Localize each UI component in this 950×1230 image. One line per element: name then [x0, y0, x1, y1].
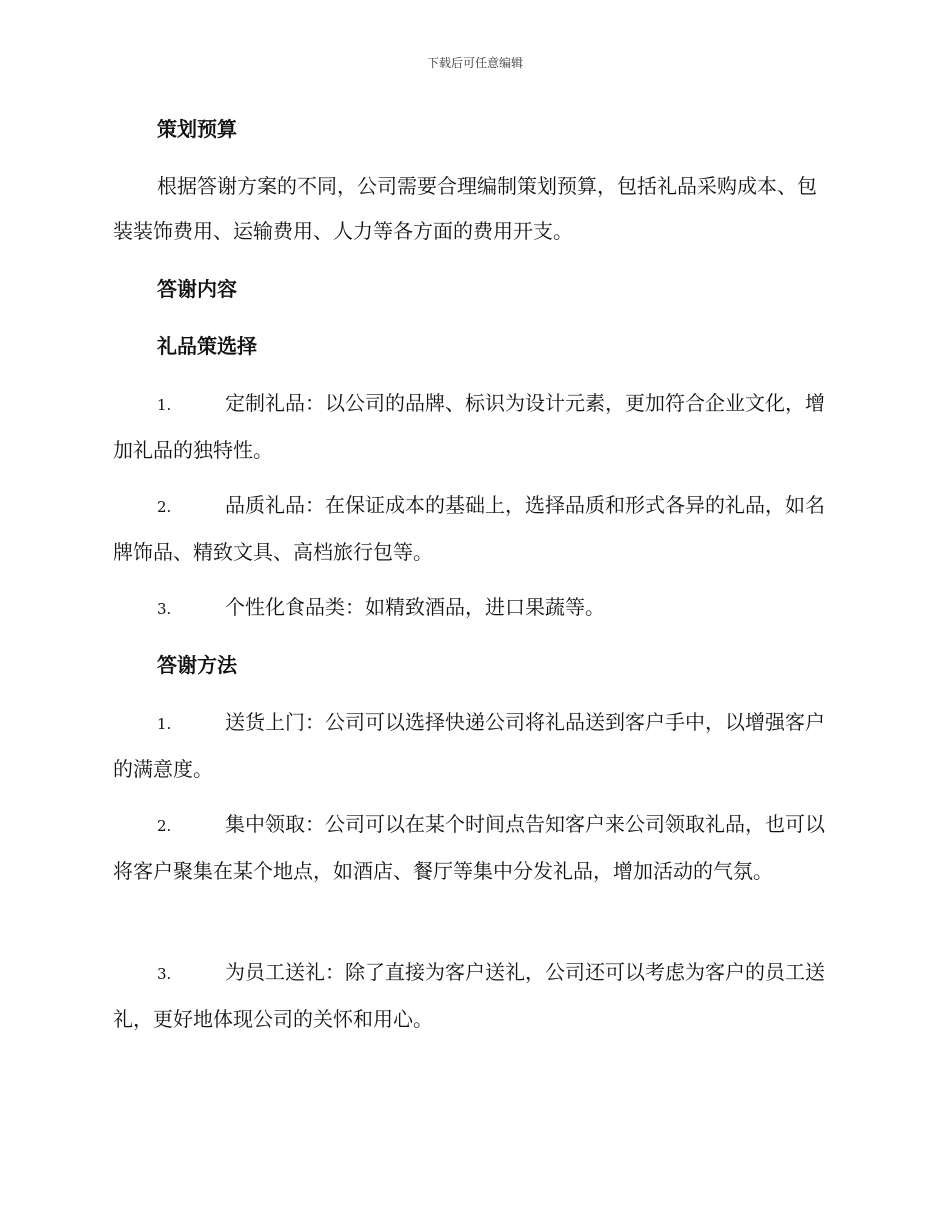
list-number: 2.: [157, 817, 172, 835]
gift-item-3: [113, 585, 835, 632]
content-heading: 答谢内容: [157, 277, 237, 301]
gift-item-text: 定制礼品：以公司的品牌、标识为设计元素，更加符合企业文化，增加礼品的独特性。: [113, 391, 825, 462]
gift-item-text: 个性化食品类：如精致酒品，进口果蔬等。: [225, 595, 605, 619]
list-number: 3.: [157, 965, 172, 983]
gift-item-1: [113, 381, 835, 473]
budget-paragraph: 根据答谢方案的不同，公司需要合理编制策划预算，包括礼品采购成本、包装装饰费用、运输费用、人力等各方面的费用开支。: [113, 174, 817, 243]
method-item-1: [113, 700, 835, 792]
method-item-3: [113, 950, 835, 1042]
list-number: 1.: [157, 715, 172, 733]
method-item-text: 为员工送礼：除了直接为客户送礼，公司还可以考虑为客户的员工送礼，更好地体现公司的关怀和用心。: [113, 960, 825, 1031]
method-heading: 答谢方法: [157, 653, 237, 677]
list-number: 2.: [157, 498, 172, 516]
gift-item-text: 品质礼品：在保证成本的基础上，选择品质和形式各异的礼品，如名牌饰品、精致文具、高档旅行包等。: [113, 493, 825, 564]
list-number: 1.: [157, 396, 172, 414]
gift-item-2: [113, 483, 835, 575]
list-number: 3.: [157, 600, 172, 618]
page-header: 下载后可任意编辑: [426, 56, 523, 70]
method-item-text: 送货上门：公司可以选择快递公司将礼品送到客户手中，以增强客户的满意度。: [113, 710, 825, 781]
gift-heading: 礼品策选择: [157, 334, 257, 358]
method-item-text: 集中领取：公司可以在某个时间点告知客户来公司领取礼品，也可以将客户聚集在某个地点，如酒店、餐厅等集中分发礼品，增加活动的气氛。: [113, 812, 825, 883]
budget-heading: 策划预算: [157, 117, 237, 141]
method-item-2: [113, 802, 835, 894]
